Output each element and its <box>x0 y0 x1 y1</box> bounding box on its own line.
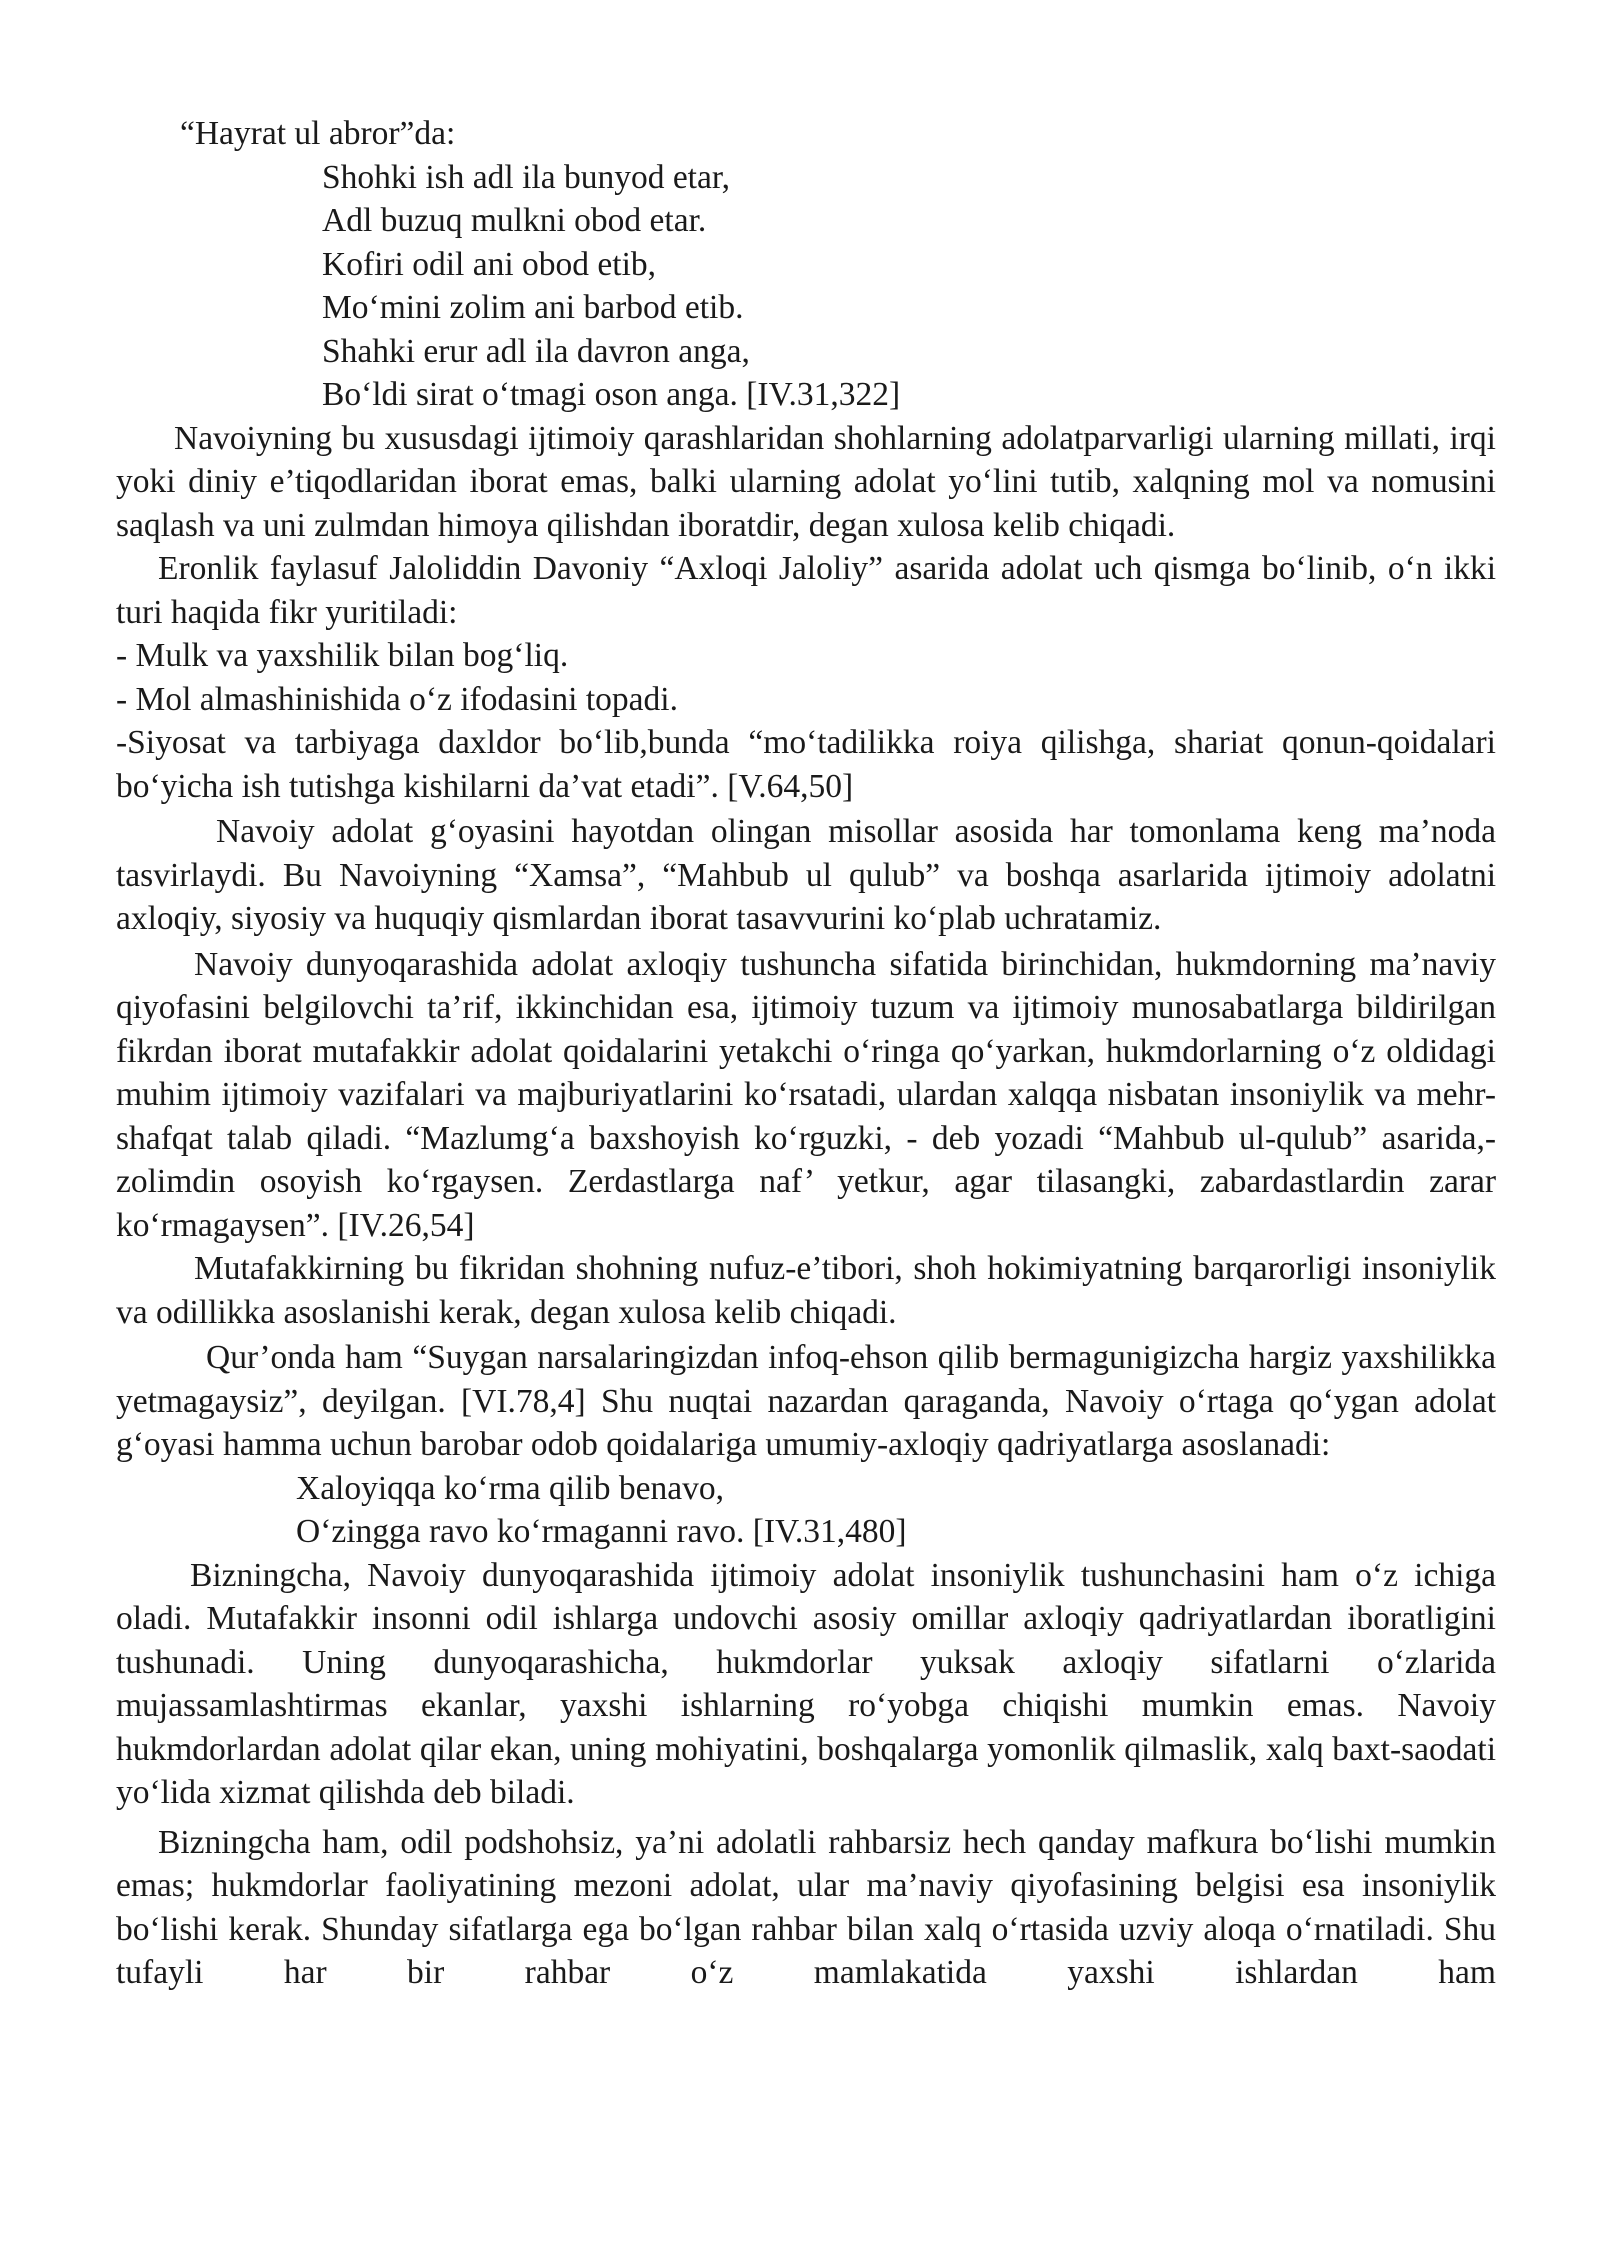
intro-line: “Hayrat ul abror”da: <box>180 115 456 152</box>
paragraph-2: Eronlik faylasuf Jaloliddin Davoniy “Axloqi Jaloliy” asarida adolat uch qismga bo‘linib, o‘n ikki turi haqida fikr yuritiladi: <box>116 550 1496 631</box>
list-item: - Mulk va yaxshilik bilan bog‘liq. <box>116 637 569 674</box>
verse-line: Adl buzuq mulkni obod etar. <box>322 202 707 239</box>
paragraph-6: Mutafakkirning bu fikridan shohning nufuz-e’tibori, shoh hokimiyatning barqarorligi insoniylik va odillikka asoslanishi kerak, degan xulosa kelib chiqadi. <box>116 1250 1496 1331</box>
paragraph-8: Bizningcha, Navoiy dunyoqarashida ijtimoiy adolat insoniylik tushunchasini ham o‘z ichiga oladi. Mutafakkir insonni odil ishlarga undovchi asosiy omillar axloqiy qadriyatlardan iboratligini tushunadi. Uning dunyoqarashicha, hukmdorlar yuksak axloqiy sifatlarni o‘zlarida mujassamlashtirmas ekanlar, yaxshi ishlarning ro‘yobga chiqishi mumkin emas. Navoiy hukmdorlardan adolat qilar ekan, uning mohiyatini, boshqalarga yomonlik qilmaslik, xalq baxt-saodati yo‘lida xizmat qilishda deb biladi. <box>116 1556 1496 1811</box>
list-item: - Mol almashinishida o‘z ifodasini topadi. <box>116 680 678 718</box>
verse-line: O‘zingga ravo ko‘rmaganni ravo. [IV.31,480] <box>296 1513 907 1550</box>
paragraph-1: Navoiyning bu xususdagi ijtimoiy qarashlaridan shohlarning adolatparvarligi ularning millati, irqi yoki diniy e’tiqodlaridan iborat emas, balki ularning adolat yo‘lini tutib, xalqning mol va nomusini saqlash va uni zulmdan himoya qilishdan iboratdir, degan xulosa kelib chiqadi. <box>116 419 1496 544</box>
verse-line: Xaloyiqqa ko‘rma qilib benavo, <box>296 1469 724 1507</box>
verse-line: Mo‘mini zolim ani barbod etib. <box>322 289 744 326</box>
paragraph-3: -Siyosat va tarbiyaga daxldor bo‘lib,bunda “mo‘tadilikka roiya qilishga, shariat qonun-qoidalari bo‘yicha ish tutishga kishilarni da’vat etadi”. [V.64,50] <box>116 724 1496 805</box>
paragraph-9: Bizningcha ham, odil podshohsiz, ya’ni adolatli rahbarsiz hech qanday mafkura bo‘lishi mumkin emas; hukmdorlar faoliyatining mezoni adolat, ular ma’naviy qiyofasining belgisi esa insoniylik bo‘lishi kerak. Shunday sifatlarga ega bo‘lgan rahbar bilan xalq o‘rtasida uzviy aloqa o‘rnatiladi. Shu tufayli har bir rahbar o‘z mamlakatida yaxshi ishlardan ham <box>116 1823 1496 1991</box>
paragraph-5: Navoiy dunyoqarashida adolat axloqiy tushuncha sifatida birinchidan, hukmdorning ma’naviy qiyofasini belgilovchi ta’rif, ikkinchidan esa, ijtimoiy tuzum va ijtimoiy munosabatlarga bildirilgan fikrdan iborat mutafakkir adolat qoidalarini yetakchi o‘ringa qo‘yarkan, hukmdorlarning o‘z oldidagi muhim ijtimoiy vazifalari va majburiyatlarini ko‘rsatadi, ulardan xalqqa nisbatan insoniylik va mehr-shafqat talab qiladi. “Mazlumg‘a baxshoyish ko‘rguzki, - deb yozadi “Mahbub ul-qulub” asarida,- zolimdin osoyish ko‘rgaysen. Zerdastlarga naf’ yetkur, agar tilasangki, zabardastlardin zarar ko‘rmagaysen”. [IV.26,54] <box>116 945 1496 1244</box>
verse-block-xaloyiq <box>116 1467 1496 1554</box>
document-page <box>116 112 1496 1995</box>
verse-line: Shohki ish adl ila bunyod etar, <box>322 158 731 196</box>
verse-block-hayrat <box>116 156 1496 417</box>
paragraph-4: Navoiy adolat g‘oyasini hayotdan olingan misollar asosida har tomonlama keng ma’noda tasvirlaydi. Bu Navoiyning “Xamsa”, “Mahbub ul qulub” va boshqa asarlarida ijtimoiy adolatni axloqiy, siyosiy va huquqiy qismlardan iborat tasavvurini ko‘plab uchratamiz. <box>116 813 1496 937</box>
paragraph-7: Qur’onda ham “Suygan narsalaringizdan infoq-ehson qilib bermagunigizcha hargiz yaxshilikka yetmagaysiz”, deyilgan. [VI.78,4] Shu nuqtai nazardan qaraganda, Navoiy o‘rtaga qo‘ygan adolat g‘oyasi hamma uchun barobar odob qoidalariga umumiy-axloqiy qadriyatlarga asoslanadi: <box>116 1339 1496 1463</box>
verse-line: Kofiri odil ani obod etib, <box>322 245 657 283</box>
verse-line: Shahki erur adl ila davron anga, <box>322 332 750 370</box>
verse-line: Bo‘ldi sirat o‘tmagi oson anga. [IV.31,322] <box>322 376 901 413</box>
